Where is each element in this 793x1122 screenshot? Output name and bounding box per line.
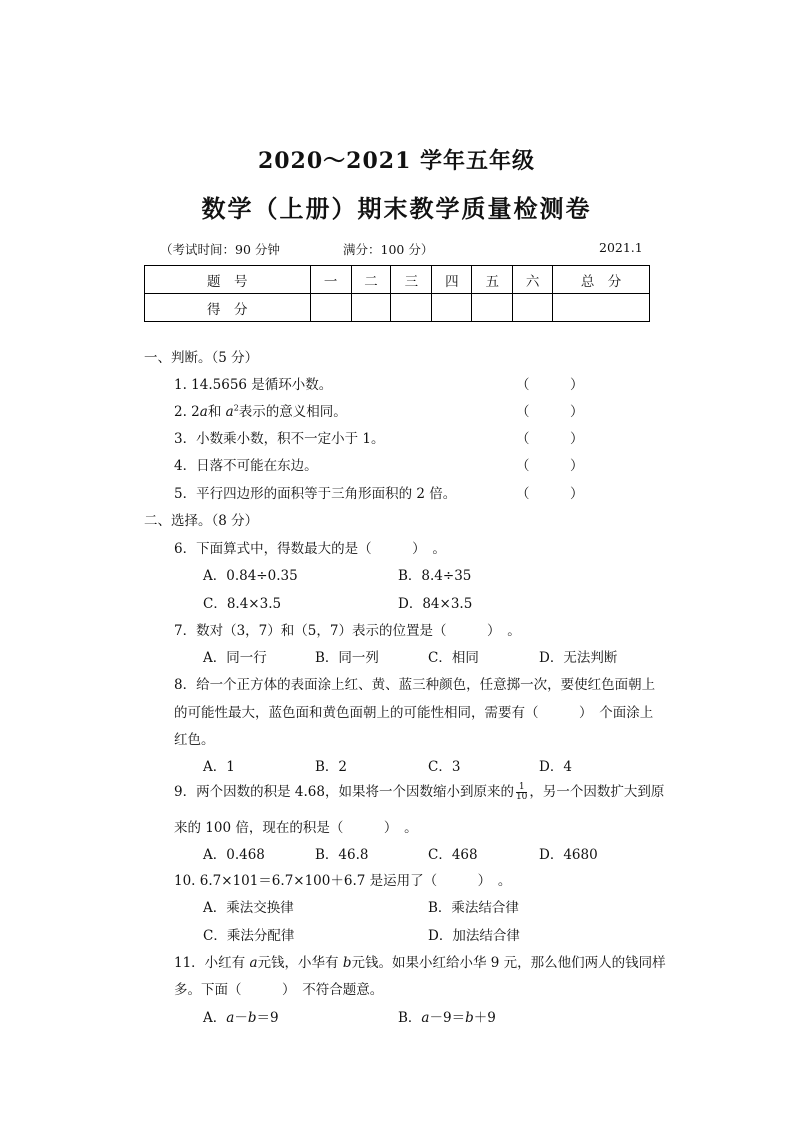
judge-item-4: 4．日落不可能在东边。 bbox=[174, 458, 318, 474]
q8-option-d[interactable]: D．4 bbox=[539, 759, 572, 775]
header-cell: 四 bbox=[432, 266, 472, 294]
question-9-line1: 9．两个因数的积是 4.68，如果将一个因数缩小到原来的 $\frac{1}{10}$ ，另一个因数扩大到原 bbox=[174, 782, 665, 802]
q6-option-b[interactable]: B．8.4÷35 bbox=[398, 568, 472, 584]
q9-option-a[interactable]: A．0.468 bbox=[203, 847, 265, 863]
q6-option-d[interactable]: D．84×3.5 bbox=[398, 596, 473, 612]
exam-title-line2: 数学（上册）期末教学质量检测卷 bbox=[201, 194, 592, 223]
q7-option-d[interactable]: D．无法判断 bbox=[539, 650, 618, 666]
q6-option-a[interactable]: A．0.84÷0.35 bbox=[203, 568, 298, 584]
question-9-line2: 来的 100 倍，现在的积是（ ） 。 bbox=[174, 820, 418, 836]
q7-option-c[interactable]: C．相同 bbox=[428, 650, 479, 666]
answer-blank[interactable]: （ ） bbox=[516, 404, 584, 420]
judge-item-3: 3．小数乘小数，积不一定小于 1。 bbox=[174, 431, 385, 447]
q10-option-d[interactable]: D．加法结合律 bbox=[428, 928, 520, 944]
header-cell: 题 号 bbox=[145, 266, 311, 294]
exam-time: （考试时间：90 分钟 bbox=[160, 242, 280, 257]
judge-item-1: 1. 14.5656 是循环小数。 bbox=[174, 377, 333, 393]
score-cell[interactable] bbox=[432, 294, 472, 322]
question-7-stem: 7．数对（3，7）和（5，7）表示的位置是（ ） 。 bbox=[174, 623, 521, 639]
q10-option-b[interactable]: B．乘法结合律 bbox=[428, 900, 519, 916]
q11-option-b[interactable]: B．a－9＝b＋9 bbox=[398, 1010, 496, 1026]
section1-heading: 一、判断。（5 分） bbox=[144, 350, 259, 366]
score-cell[interactable] bbox=[351, 294, 391, 322]
q8-option-b[interactable]: B．2 bbox=[315, 759, 348, 775]
q9-option-d[interactable]: D．4680 bbox=[539, 847, 598, 863]
question-8-line3: 红色。 bbox=[174, 732, 215, 748]
question-10-stem: 10. 6.7×101＝6.7×100＋6.7 是运用了（ ） 。 bbox=[174, 873, 512, 889]
q9-option-b[interactable]: B．46.8 bbox=[315, 847, 369, 863]
header-cell: 三 bbox=[391, 266, 432, 294]
score-row-label: 得 分 bbox=[145, 294, 311, 322]
q6-option-c[interactable]: C．8.4×3.5 bbox=[203, 596, 282, 612]
q8-option-c[interactable]: C．3 bbox=[428, 759, 461, 775]
score-cell[interactable] bbox=[513, 294, 553, 322]
q7-option-b[interactable]: B．同一列 bbox=[315, 650, 379, 666]
question-8-line2: 的可能性最大，蓝色面和黄色面朝上的可能性相同，需要有（ ） 个面涂上 bbox=[174, 705, 654, 721]
section2-heading: 二、选择。（8 分） bbox=[144, 513, 259, 529]
judge-item-2: 2. 2a和 $a^2$表示的意义相同。 bbox=[174, 403, 347, 420]
q10-option-c[interactable]: C．乘法分配律 bbox=[203, 928, 295, 944]
q7-option-a[interactable]: A．同一行 bbox=[203, 650, 267, 666]
q10-option-a[interactable]: A．乘法交换律 bbox=[203, 900, 294, 916]
score-table-score-row bbox=[145, 294, 650, 322]
header-cell: 总 分 bbox=[553, 266, 650, 294]
question-6-stem: 6．下面算式中，得数最大的是（ ） 。 bbox=[174, 541, 446, 557]
question-11-line2: 多。下面（ ） 不符合题意。 bbox=[174, 982, 384, 998]
q8-option-a[interactable]: A．1 bbox=[203, 759, 235, 775]
answer-blank[interactable]: （ ） bbox=[516, 486, 584, 502]
fraction-one-tenth: $\frac{1}{10}$ bbox=[515, 782, 528, 802]
score-cell[interactable] bbox=[310, 294, 351, 322]
question-11-line1: 11．小红有 a元钱，小华有 b元钱。如果小红给小华 9 元，那么他们两人的钱同样 bbox=[174, 955, 666, 971]
answer-blank[interactable]: （ ） bbox=[516, 431, 584, 447]
header-cell: 五 bbox=[472, 266, 513, 294]
exam-title-line1: 2020～2021 学年五年级 bbox=[257, 148, 536, 174]
header-cell: 二 bbox=[351, 266, 391, 294]
judge-item-5: 5．平行四边形的面积等于三角形面积的 2 倍。 bbox=[174, 486, 457, 502]
score-cell[interactable] bbox=[391, 294, 432, 322]
q9-option-c[interactable]: C．468 bbox=[428, 847, 478, 863]
q11-option-a[interactable]: A．a－b＝9 bbox=[203, 1010, 279, 1026]
score-table bbox=[144, 265, 650, 322]
answer-blank[interactable]: （ ） bbox=[516, 377, 584, 393]
full-score: 满分：100 分） bbox=[343, 242, 434, 257]
score-cell[interactable] bbox=[553, 294, 650, 322]
header-cell: 一 bbox=[310, 266, 351, 294]
score-cell[interactable] bbox=[472, 294, 513, 322]
answer-blank[interactable]: （ ） bbox=[516, 458, 584, 474]
header-cell: 六 bbox=[513, 266, 553, 294]
question-8-line1: 8．给一个正方体的表面涂上红、黄、蓝三种颜色，任意掷一次，要使红色面朝上 bbox=[174, 677, 656, 693]
exam-date: 2021.1 bbox=[599, 240, 643, 255]
score-table-header-row bbox=[145, 266, 650, 294]
